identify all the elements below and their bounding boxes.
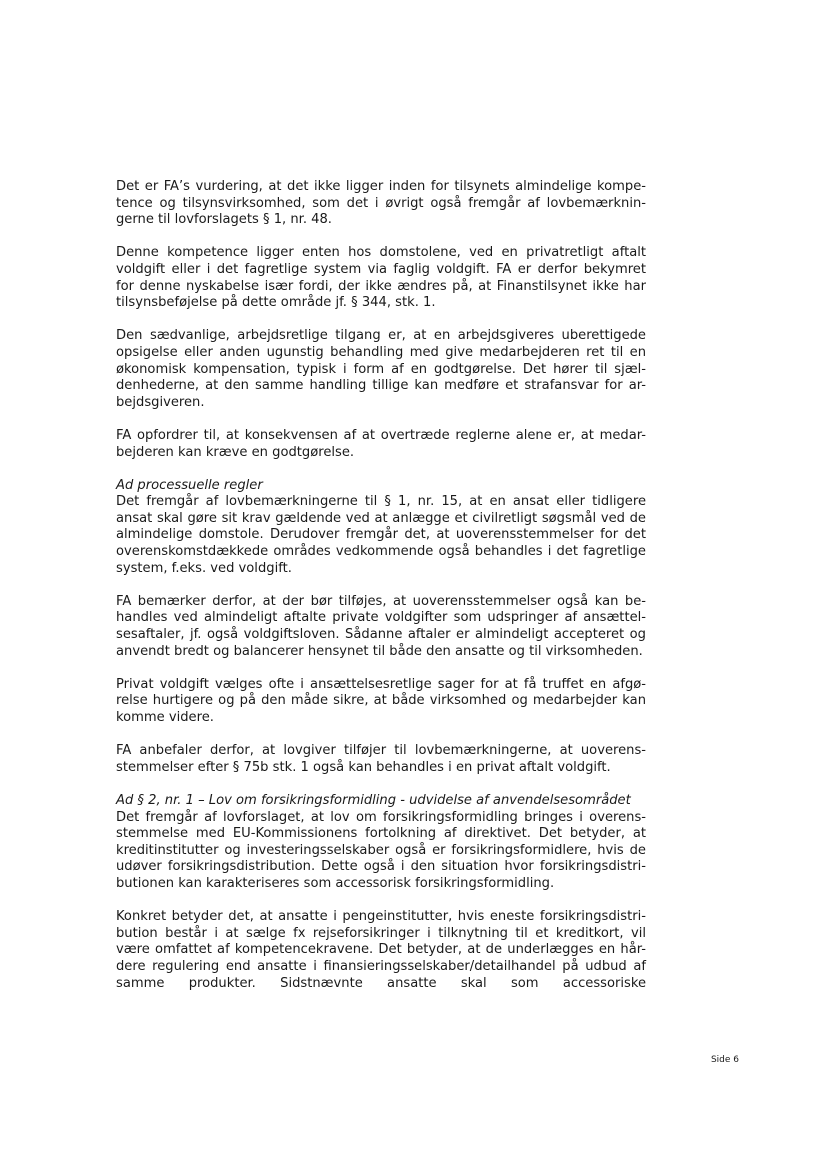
text-line: denhederne, at den samme handling tillige kan medføre et strafansvar for ar- [116,378,646,394]
text-line: FA anbefaler derfor, at lovgiver tilføjer til lovbemærkningerne, at uoverens- [116,743,646,759]
text-line: FA bemærker derfor, at der bør tilføjes, at uoverensstemmelser også kan be- [116,593,646,609]
text-line: bution består i at sælge fx rejseforsikringer i tilknytning til et kreditkort, vil [116,925,646,941]
text-line: stemmelse med EU-Kommissionens fortolkning af direktivet. Det betyder, at [116,826,646,842]
text-line: for denne nyskabelse især fordi, der ikke ændres på, at Finanstilsynet ikke har [116,278,646,294]
paragraph [116,179,646,229]
text-line: relse hurtigere og på den måde sikre, at både virksomhed og medarbejder kan [116,693,646,709]
text-line: bejdsgiveren. [116,394,205,410]
paragraph [116,328,646,411]
text-line: voldgift eller i det fagretlige system via faglig voldgift. FA er derfor bekymret [116,261,646,277]
text-line: Konkret betyder det, at ansatte i pengeinstitutter, hvis eneste forsikringsdistri- [116,909,646,925]
text-line: Det fremgår af lovbemærkningerne til § 1, nr. 15, at en ansat eller tidligere [116,494,646,510]
text-line: udøver forsikringsdistribution. Dette også i den situation hvor forsikringsdistri- [116,859,646,875]
text-line: overenskomstdækkede områdes vedkommende også behandles i det fagretlige [116,544,646,560]
text-line: kreditinstitutter og investeringsselskaber også er forsikringsformidlere, hvis de [116,842,646,858]
text-line: FA opfordrer til, at konsekvensen af at overtræde reglerne alene er, at medar- [116,427,646,443]
paragraph [116,677,646,727]
text-line: bejderen kan kræve en godtgørelse. [116,444,355,460]
page-number: Side 6 [710,1055,739,1065]
text-line: tilsynsbeføjelse på dette område jf. § 344, stk. 1. [116,295,436,311]
text-line: almindelige domstole. Derudover fremgår det, at uoverensstemmelser for det [116,527,646,543]
text-line: stemmelser efter § 75b stk. 1 også kan behandles i en privat aftalt voldgift. [116,759,611,775]
text-line: Det fremgår af lovforslaget, at lov om forsikringsformidling bringes i overens- [116,809,646,825]
body-text [116,179,646,1009]
text-line: sesaftaler, jf. også voldgiftsloven. Sådanne aftaler er almindeligt accepteret og [116,627,646,643]
text-line: ansat skal gøre sit krav gældende ved at anlægge et civilretligt søgsmål ved de [116,510,646,526]
text-line: anvendt bredt og balancerer hensynet til både den ansatte og til virksomheden. [116,643,643,659]
text-line: komme videre. [116,710,214,725]
text-line: være omfattet af kompetencekravene. Det betyder, at de underlægges en hår- [116,942,646,958]
text-line: opsigelse eller anden ugunstig behandling med give medarbejderen ret til en [116,344,646,360]
text-line: gerne til lovforslagets § 1, nr. 48. [116,212,332,228]
paragraph [116,793,646,893]
paragraph [116,428,646,461]
paragraph [116,594,646,660]
text-line: Privat voldgift vælges ofte i ansættelsesretlige sager for at få truffet en afgø- [116,676,646,692]
text-line: dere regulering end ansatte i finansieringsselskaber/detailhandel på udbud af [116,958,646,974]
paragraph [116,909,646,992]
text-line: butionen kan karakteriseres som accessorisk forsikringsformidling. [116,875,555,891]
text-line: handles ved almindeligt aftalte private voldgifter som udspringer af ansættel- [116,610,646,626]
text-line: samme produkter. Sidstnævnte ansatte skal som accessoriske [116,975,646,991]
paragraph [116,245,646,311]
section-heading: Ad § 2, nr. 1 – Lov om forsikringsformidling - udvidelse af anvendelsesområdet [116,792,631,808]
section-heading: Ad processuelle regler [116,477,263,493]
paragraph [116,743,646,776]
text-line: økonomisk kompensation, typisk i form af en godtgørelse. Det hører til sjæl- [116,361,646,377]
paragraph [116,478,646,578]
text-line: Denne kompetence ligger enten hos domstolene, ved en privatretligt aftalt [116,245,646,261]
text-line: Den sædvanlige, arbejdsretlige tilgang er, at en arbejdsgiveres uberettigede [116,328,646,344]
text-line: Det er FA’s vurdering, at det ikke ligger inden for tilsynets almindelige kompe- [116,179,646,194]
text-line: tence og tilsynsvirksomhed, som det i øvrigt også fremgår af lovbemærknin- [116,195,646,211]
text-line: system, f.eks. ved voldgift. [116,560,292,576]
